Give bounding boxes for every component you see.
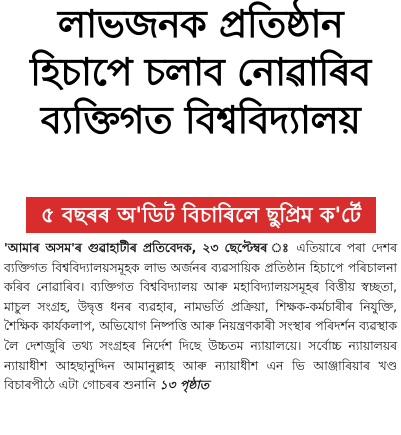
headline [0, 0, 401, 144]
article-dateline: 'আমাৰ অসম'ৰ গুৱাহাটীৰ প্ৰতিবেদক, ২৩ ছেপ্টেম্বৰ ঃ [4, 241, 291, 255]
continued-page-reference: ১৩ পৃষ্ঠাত [159, 378, 209, 393]
article-text: এতিয়াৰে পৰা দেশৰ ব্যক্তিগত বিশ্ববিদ্যালয়সমূহক লাভ অৰ্জনৰ ব্যৱসায়িক প্ৰতিষ্ঠান হিচাপে পৰিচালনা কৰিব নোৱাৰিব। ব্যক্তিগত বিশ্ববিদ্যালয় আৰু মহাবিদ্যালয়সমূহৰ বিত্তীয় স্বচ্ছতা, মাচুল সংগ্ৰহ, উদ্বৃত্ত ধনৰ ব্যৱহাৰ, নামভৰ্তি প্ৰক্ৰিয়া, শিক্ষক-কৰ্মচাৰীৰ নিযুক্তি, শৈক্ষিক কাৰ্যকলাপ, অভিযোগ নিষ্পত্তি আৰু নিয়ন্ত্ৰণকাৰী সংস্থাৰ পৰিদৰ্শন ব্যৱস্থাক লৈ দেশজুৰি তথ্য সংগ্ৰহৰ নিৰ্দেশ দিছে উচ্চতম ন্যায়ালয়ে। সৰ্বোচ্চ ন্যায়ালয়ৰ ন্যায়াধীশ আহছানুদ্দিন আমানুল্লাহ আৰু ন্যায়াধীশ এন ভি আঞ্জাৰিয়াৰ খণ্ড বিচাৰপীঠে এটা গোচৰৰ শুনানি [4, 241, 397, 393]
headline-line-3: ব্যক্তিগত বিশ্ববিদ্যালয় [40, 98, 361, 142]
subheadline-banner: ৫ বছৰৰ অ'ডিট বিচাৰিলে ছুপ্ৰিম ক'ৰ্টে [26, 197, 376, 233]
article-body [4, 239, 397, 396]
headline-line-2: হিচাপে চলাব নোৱাৰিব [30, 50, 371, 94]
headline-line-1: লাভজনক প্ৰতিষ্ঠান [57, 2, 344, 46]
